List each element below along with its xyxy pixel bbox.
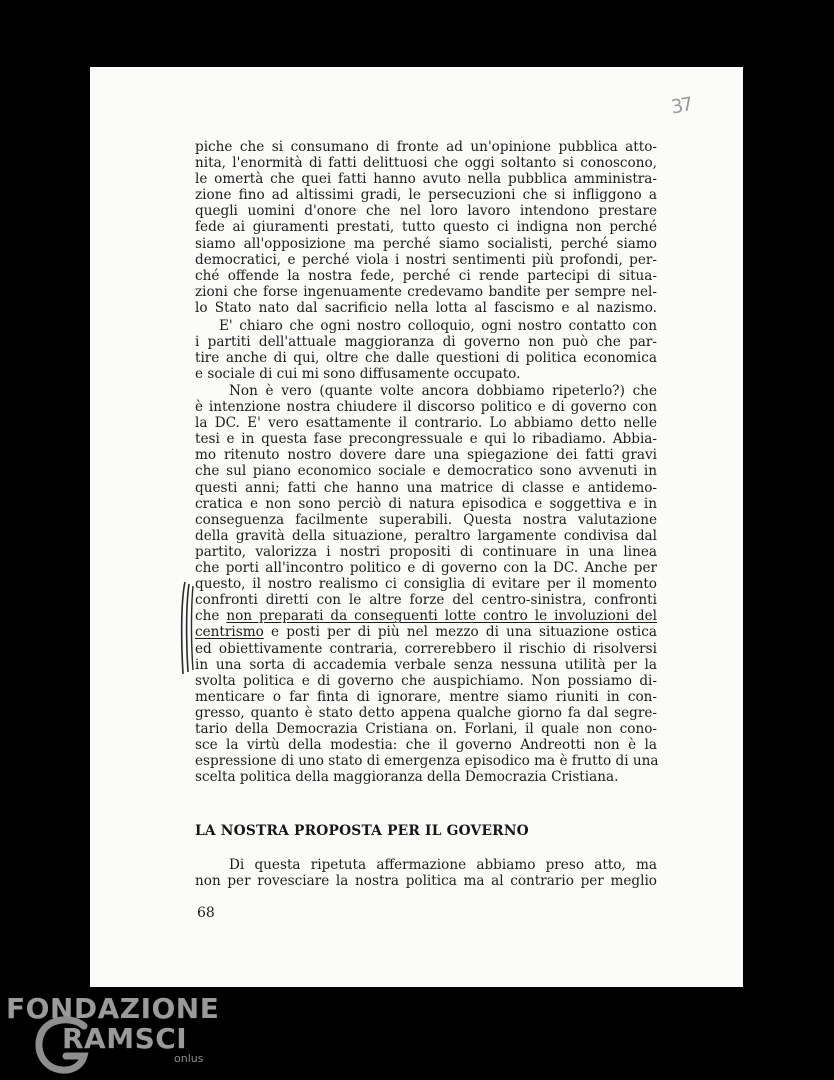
text-fragment: e posti per di più nel mezzo di una situazione ostica [263, 624, 657, 641]
text-line: E' chiaro che ogni nostro colloquio, ogni nostro contatto con [219, 318, 657, 334]
text-line-underlined [195, 608, 657, 624]
section-heading: LA NOSTRA PROPOSTA PER IL GOVERNO [195, 823, 529, 839]
text-line: scelta politica della maggioranza della Democrazia Cristiana. [195, 769, 619, 786]
text-line: fede ai giuramenti prestati, tutto questo ci indigna non perché [195, 219, 657, 236]
text-line: questo, il nostro realismo ci consiglia di evitare per il momento [195, 576, 657, 593]
text-line: questi anni; fatti che hanno una matrice di classe e antidemo- [195, 479, 657, 496]
text-line: cratica e non sono perciò di natura episodica e soggettiva e in [195, 495, 657, 512]
text-line: non per rovesciare la nostra politica ma al contrario per meglio [195, 873, 657, 890]
text-line: gresso, quanto è stato detto appena qualche giorno fa dal segre- [195, 704, 657, 721]
paragraph-4 [195, 857, 657, 889]
text-line: che sul piano economico sociale e democratico sono avvenuti in [195, 463, 657, 480]
text-line: piche che si consumano di fronte ad un'opinione pubblica atto- [195, 139, 657, 155]
text-line: e sociale di cui mi sono diffusamente occupato. [195, 366, 521, 383]
text-line: lo Stato nato dal sacrificio nella lotta al fascismo e al nazismo. [195, 299, 657, 316]
text-line: confronti diretti con le altre forze del centro-sinistra, confronti [195, 592, 657, 609]
text-line: nita, l'enormità di fatti delittuosi che oggi soltanto si conoscono, [195, 155, 657, 172]
text-line: Non è vero (quante volte ancora dobbiamo ripeterlo?) che [229, 383, 657, 399]
text-line: tario della Democrazia Cristiana on. Forlani, il quale non cono- [195, 720, 657, 737]
paragraph-3 [195, 383, 657, 785]
text-line: menticare o far finta di ignorare, mentre siamo riuniti in con- [195, 688, 657, 705]
text-line: sce la virtù della modestia: che il governo Andreotti non è la [195, 737, 657, 754]
page-number: 68 [197, 905, 215, 921]
text-line: della gravità della situazione, peraltro largamente condivisa dal [195, 527, 657, 544]
handwritten-bracket-mark [177, 580, 199, 676]
underlined-passage: centrismo [195, 624, 264, 641]
text-fragment: che [195, 608, 227, 625]
logo-line-3: onlus [174, 1052, 204, 1065]
document-page [90, 67, 743, 987]
text-line: siamo all'opposizione ma perché siamo socialisti, perché siamo [195, 235, 657, 252]
text-line: le omertà che quei fatti hanno avuto nella pubblica amministra- [195, 171, 657, 188]
paragraph-2 [195, 318, 657, 382]
logo-line-1: FONDAZIONE [6, 992, 220, 1025]
text-line: tire anche di qui, oltre che dalle questioni di politica economica [195, 350, 657, 367]
text-line: che porti all'incontro politico e di governo con la DC. Anche per [195, 560, 657, 577]
text-line: ed obiettivamente contraria, correrebbero il rischio di risolversi [195, 640, 657, 657]
text-line: Di questa ripetuta affermazione abbiamo preso atto, ma [229, 857, 657, 873]
handwritten-annotation: 37 [669, 93, 693, 119]
text-line: democratici, e perché viola i nostri sentimenti più profondi, per- [195, 251, 657, 268]
text-line: la DC. E' vero esattamente il contrario. Lo abbiamo detto nelle [195, 415, 657, 432]
text-line: i partiti dell'attuale maggioranza di governo non può che par- [195, 334, 657, 351]
text-line: zione fino ad altissimi gradi, le persecuzioni che si infliggono a [195, 187, 657, 204]
paragraph-1 [195, 139, 657, 316]
text-line-underlined [195, 624, 657, 640]
underlined-passage: non preparati da conseguenti lotte contro le involuzioni del [226, 608, 658, 625]
text-line: zioni che forse ingenuamente credevamo bandite per sempre nel- [195, 283, 657, 300]
text-line: espressione di uno stato di emergenza episodico ma è frutto di una [195, 753, 659, 770]
fondazione-gramsci-logo [6, 992, 220, 1076]
text-line: tesi e in questa fase precongressuale e qui lo ribadiamo. Abbia- [195, 431, 657, 448]
text-line: conseguenza facilmente superabili. Questa nostra valutazione [195, 511, 657, 528]
text-line: mo ritenuto nostro dovere dare una spiegazione dei fatti gravi [195, 447, 657, 464]
text-line: è intenzione nostra chiudere il discorso politico e di governo con [195, 399, 657, 416]
text-line: in una sorta di accademia verbale senza nessuna utilità per la [195, 656, 657, 673]
text-line: svolta politica e di governo che auspichiamo. Non possiamo di- [195, 672, 657, 689]
text-line: quegli uomini d'onore che nel loro lavoro intendono prestare [195, 203, 657, 220]
text-line: partito, valorizza i nostri propositi di continuare in una linea [195, 543, 657, 560]
logo-line-2: RAMSCI [62, 1022, 188, 1055]
text-line: ché offende la nostra fede, perché ci rende partecipi di situa- [195, 267, 657, 284]
